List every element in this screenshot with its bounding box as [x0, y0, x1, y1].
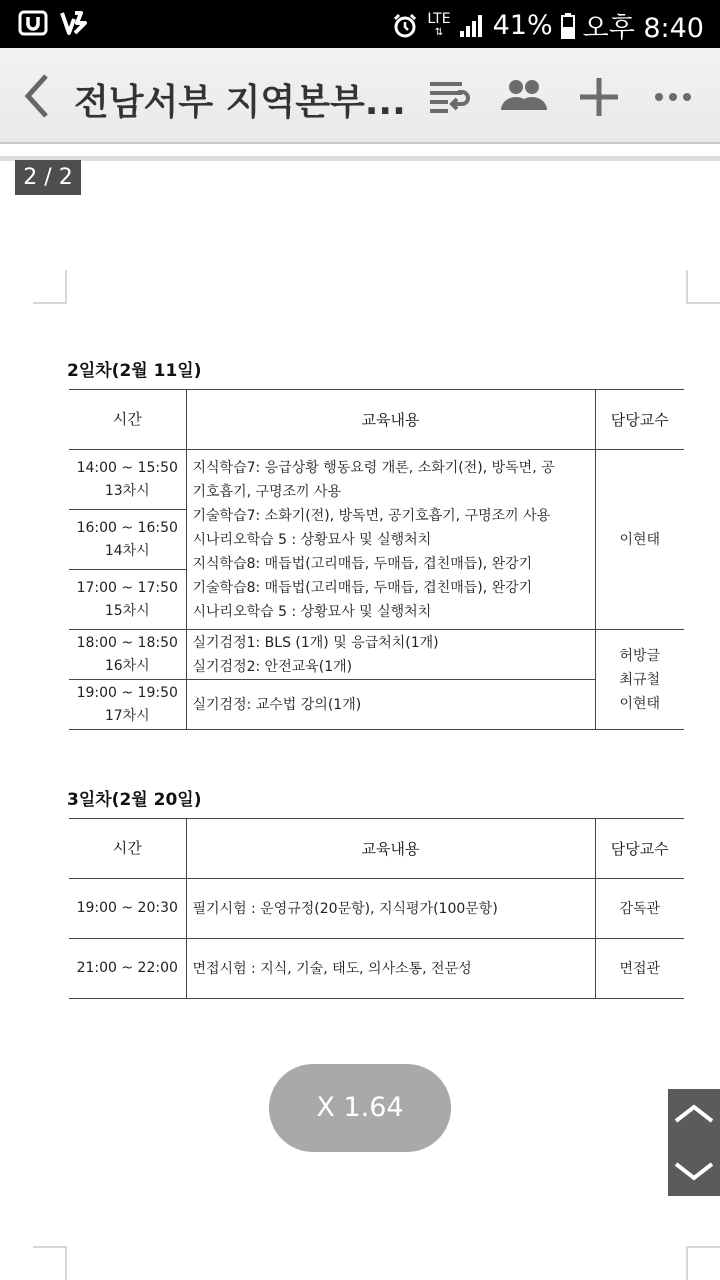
- time-cell: 21:00 ~ 22:00: [69, 939, 186, 999]
- professor-cell: 허방글 최규철 이현태: [595, 630, 684, 730]
- page-corner-mark: [33, 270, 67, 304]
- header-time: 시간: [69, 390, 186, 450]
- scroll-down-icon[interactable]: [668, 1144, 720, 1196]
- day2-schedule-table: [69, 389, 684, 730]
- content-cell: 실기검정: 교수법 강의(1개): [186, 680, 595, 730]
- time-cell: 16:00 ~ 16:50 14차시: [69, 510, 186, 570]
- zoom-level-indicator: X 1.64: [269, 1064, 451, 1152]
- page-corner-mark: [686, 270, 720, 304]
- alarm-icon: [391, 12, 419, 40]
- time-cell: 17:00 ~ 17:50 15차시: [69, 570, 186, 630]
- table-row: [69, 939, 684, 999]
- day2-title: 2일차(2월 11일): [67, 361, 202, 381]
- content-cell: 실기검정1: BLS (1개) 및 응급처치(1개) 실기검정2: 안전교육(1개): [186, 630, 595, 680]
- signal-icon: [459, 14, 485, 38]
- network-type: LTE ⇅: [427, 10, 451, 38]
- table-header-row: [69, 819, 684, 879]
- table-header-row: [69, 390, 684, 450]
- more-options-icon[interactable]: [648, 72, 698, 122]
- status-left-icons: [18, 9, 90, 37]
- status-right: [391, 6, 704, 45]
- divider: [0, 156, 720, 161]
- professor-cell: 면접관: [595, 939, 684, 999]
- page-corner-mark: [33, 1246, 67, 1280]
- table-row: [69, 680, 684, 730]
- content-cell: 필기시험 : 운영규정(20문항), 지식평가(100문항): [186, 879, 595, 939]
- time-cell: 19:00 ~ 19:50 17차시: [69, 680, 186, 730]
- professor-cell: 이현태: [595, 450, 684, 630]
- header-content: 교육내용: [186, 819, 595, 879]
- header-professor: 담당교수: [595, 819, 684, 879]
- battery-icon: [561, 13, 575, 39]
- header-time: 시간: [69, 819, 186, 879]
- content-cell: 면접시험 : 지식, 기술, 태도, 의사소통, 전문성: [186, 939, 595, 999]
- scroll-up-icon[interactable]: [668, 1089, 720, 1141]
- clock: 오후 8:40: [582, 13, 704, 44]
- document-title: 전남서부 지역본부...: [74, 82, 406, 123]
- table-row: [69, 879, 684, 939]
- table-row: [69, 630, 684, 680]
- time-cell: 19:00 ~ 20:30: [69, 879, 186, 939]
- header-professor: 담당교수: [595, 390, 684, 450]
- page-indicator: 2 / 2: [15, 160, 81, 195]
- time-cell: 14:00 ~ 15:50 13차시: [69, 450, 186, 510]
- page-corner-mark: [686, 1246, 720, 1280]
- uplus-app-icon: [18, 9, 48, 37]
- table-row: [69, 450, 684, 510]
- people-icon[interactable]: [498, 72, 548, 122]
- list-reflow-icon[interactable]: [424, 72, 474, 122]
- header-content: 교육내용: [186, 390, 595, 450]
- page-scroll-control: [668, 1089, 720, 1196]
- back-arrow-icon[interactable]: [18, 70, 58, 122]
- status-bar: [0, 0, 720, 48]
- day3-schedule-table: [69, 818, 684, 999]
- content-cell: 지식학습7: 응급상황 행동요령 개론, 소화기(전), 방독면, 공 기호흡기, 구명조끼 사용 기술학습7: 소화기(전), 방독면, 공기호흡기, 구명조끼 사용 시나리오학습 5 : 상황묘사 및 실행처치 지식학습8: 매듭법(고리매듭, 두매듭, 겹친매듭), 완강기 기술학습8: 매듭법(고리매듭, 두매듭, 겹친매듭), 완강기 시나리오학습 5 : 상황묘사 및 실행처치: [186, 450, 595, 630]
- v3-app-icon: [60, 9, 90, 37]
- professor-cell: 감독관: [595, 879, 684, 939]
- app-bar: [0, 48, 720, 144]
- time-cell: 18:00 ~ 18:50 16차시: [69, 630, 186, 680]
- add-icon[interactable]: [574, 72, 624, 122]
- day3-title: 3일차(2월 20일): [67, 790, 202, 810]
- battery-percent: 41%: [492, 10, 553, 41]
